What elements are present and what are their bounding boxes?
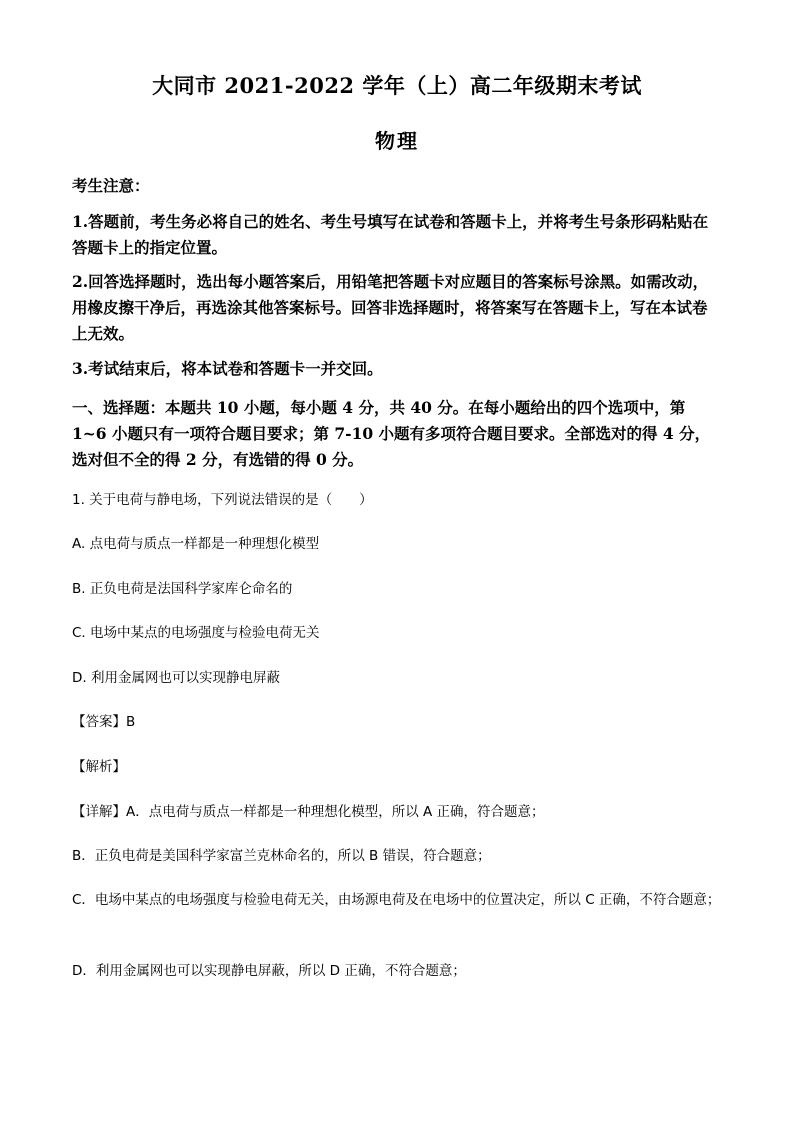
detail-a: 【详解】A．点电荷与质点一样都是一种理想化模型，所以 A 正确，符合题意； — [72, 804, 545, 820]
section-intro: 一、选择题：本题共 10 小题，每小题 4 分，共 40 分。在每小题给出的四个选项中，第 1~6 小题只有一项符合题目要求；第 7-10 小题有多项符合题目要求。全部选对的得 4 分，选对但不全的得 2 分，有选错的得 0 分。 — [72, 398, 711, 469]
subject-title: 物理 — [375, 129, 419, 153]
analysis-label: 【解析】 — [72, 759, 126, 775]
detail-b: B．正负电荷是美国科学家富兰克林命名的，所以 B 错误，符合题意； — [72, 848, 491, 864]
detail-c: C．电场中某点的电场强度与检验电荷无关，由场源电荷及在电场中的位置决定，所以 C 正确，不符合题意； — [72, 892, 721, 908]
notice-item-2: 2.回答选择题时，选出每小题答案后，用铅笔把答题卡对应题目的答案标号涂黑。如需改动，用橡皮擦干净后，再选涂其他答案标号。回答非选择题时，将答案写在答题卡上，写在本试卷上无效。 — [72, 272, 709, 343]
notice-item-3: 3.考试结束后，将本试卷和答题卡一并交回。 — [72, 359, 383, 378]
option-c: C. 电场中某点的电场强度与检验电荷无关 — [72, 625, 320, 641]
notice-heading: 考生注意： — [72, 176, 150, 195]
notice-item-1: 1.答题前，考生务必将自己的姓名、考生号填写在试卷和答题卡上，并将考生号条形码粘贴在答题卡上的指定位置。 — [72, 212, 709, 257]
detail-d: D．利用金属网也可以实现静电屏蔽，所以 D 正确，不符合题意； — [72, 963, 466, 979]
option-a: A. 点电荷与质点一样都是一种理想化模型 — [72, 536, 320, 552]
option-b: B. 正负电荷是法国科学家库仑命名的 — [72, 581, 293, 597]
option-d: D. 利用金属网也可以实现静电屏蔽 — [72, 670, 280, 686]
exam-title: 大同市 2021-2022 学年（上）高二年级期末考试 — [152, 73, 642, 98]
question-stem: 1. 关于电荷与静电场，下列说法错误的是（ ） — [72, 492, 373, 508]
answer-label: 【答案】B — [72, 714, 136, 730]
